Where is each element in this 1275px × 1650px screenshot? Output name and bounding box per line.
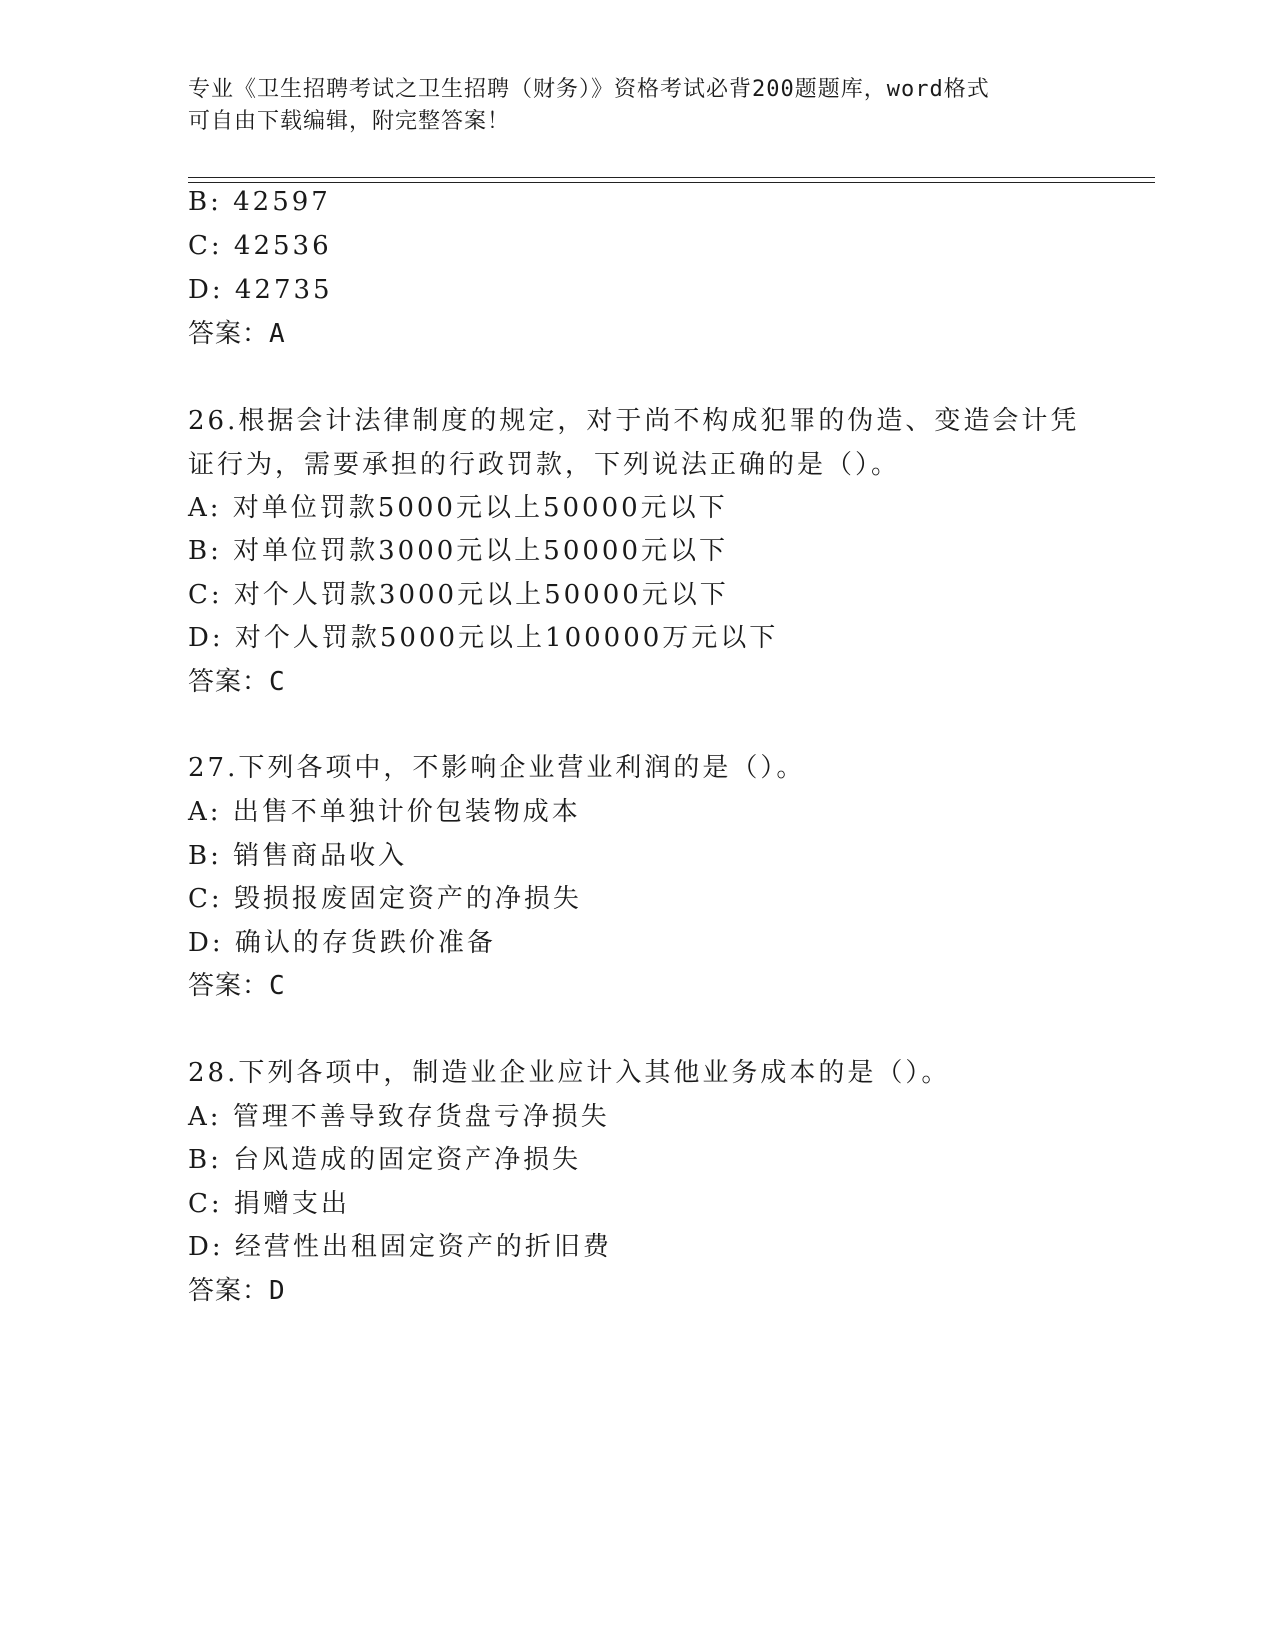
header-line-2: 可自由下载编辑，附完整答案！ <box>188 109 511 134</box>
document-header <box>188 74 1088 138</box>
question-28-answer: 答案：D <box>188 1276 286 1306</box>
question-26-option-a: A: 对单位罚款5000元以上50000元以下 <box>188 493 728 523</box>
question-27-option-c: C: 毁损报废固定资产的净损失 <box>188 884 582 914</box>
option-c: C: 42536 <box>188 231 332 261</box>
question-26-stem-line-2: 证行为，需要承担的行政罚款，下列说法正确的是（）。 <box>188 450 901 480</box>
question-26-stem-line-1: 26.根据会计法律制度的规定，对于尚不构成犯罪的伪造、变造会计凭 <box>188 406 1080 436</box>
question-26-option-c: C: 对个人罚款3000元以上50000元以下 <box>188 580 729 610</box>
answer-label: 答案：A <box>188 319 286 349</box>
question-26-option-b: B: 对单位罚款3000元以上50000元以下 <box>188 536 729 566</box>
question-26-option-d: D: 对个人罚款5000元以上100000万元以下 <box>188 623 779 653</box>
question-27-option-b: B: 销售商品收入 <box>188 841 408 871</box>
question-27-option-a: A: 出售不单独计价包装物成本 <box>188 797 581 827</box>
question-28-option-a: A: 管理不善导致存货盘亏净损失 <box>188 1102 610 1132</box>
question-27-answer: 答案：C <box>188 971 286 1001</box>
question-28-option-b: B: 台风造成的固定资产净损失 <box>188 1145 582 1175</box>
header-line-1: 专业《卫生招聘考试之卫生招聘（财务）》资格考试必背200题题库，word格式 <box>188 77 990 102</box>
question-28-stem: 28.下列各项中，制造业企业应计入其他业务成本的是（）。 <box>188 1058 951 1088</box>
question-27-stem: 27.下列各项中，不影响企业营业利润的是（）。 <box>188 753 806 783</box>
question-28-option-d: D: 经营性出租固定资产的折旧费 <box>188 1232 612 1262</box>
header-divider-bottom <box>188 182 1155 183</box>
question-28-option-c: C: 捐赠支出 <box>188 1189 350 1219</box>
question-27-option-d: D: 确认的存货跌价准备 <box>188 928 496 958</box>
option-b: B: 42597 <box>188 187 331 217</box>
question-26-answer: 答案：C <box>188 667 286 697</box>
header-divider-top <box>188 177 1155 178</box>
option-d: D: 42735 <box>188 275 333 305</box>
